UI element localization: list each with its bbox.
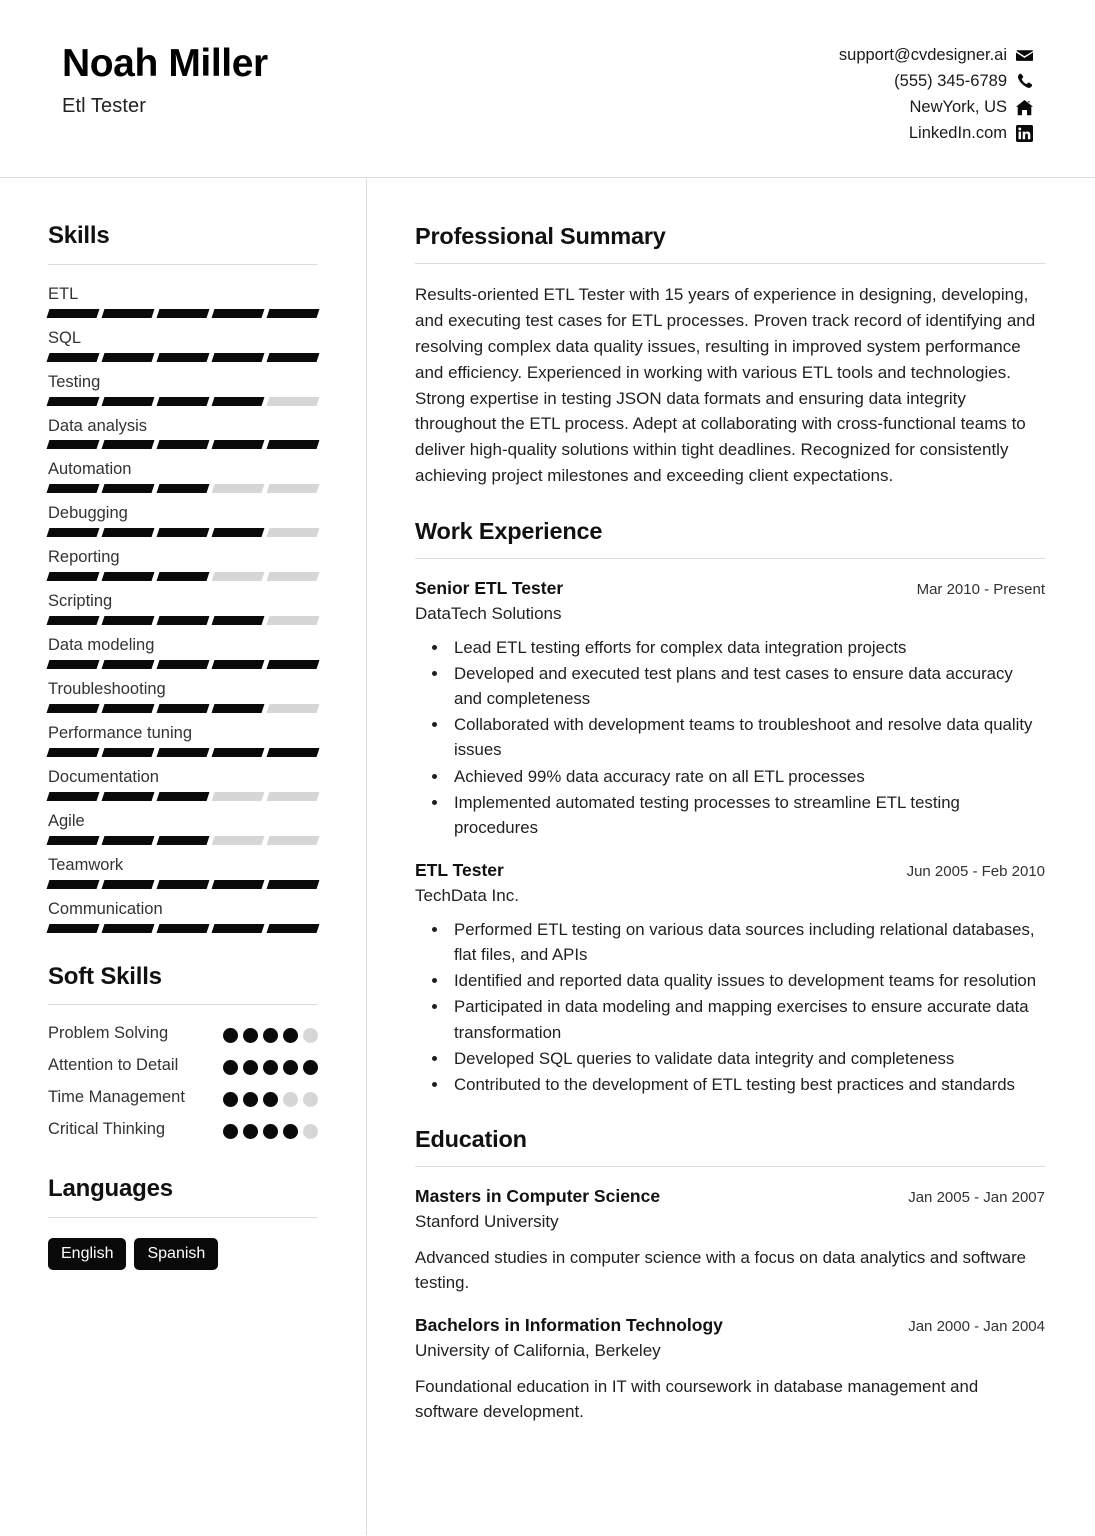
skill-level-segment: [267, 616, 320, 625]
experience-heading-rule: [415, 558, 1045, 559]
skill-level-segment: [102, 660, 155, 669]
skills-list: [48, 283, 318, 933]
skill-level-segment: [212, 880, 265, 889]
skill-label: Documentation: [48, 767, 159, 786]
skill-level-segment: [157, 660, 210, 669]
skill-level-segment: [47, 924, 100, 933]
skill-level-segment: [47, 309, 100, 318]
skill-level-segment: [157, 572, 210, 581]
skill-level-segment: [267, 748, 320, 757]
skill-level-segment: [157, 397, 210, 406]
skill-level-segment: [102, 704, 155, 713]
skill-row: [48, 766, 318, 801]
experience-organization: DataTech Solutions: [415, 603, 562, 623]
skill-level-bar: [48, 880, 318, 889]
soft-skill-label: Attention to Detail: [48, 1056, 179, 1075]
skill-level-segment: [47, 484, 100, 493]
contact-location: [909, 98, 1033, 117]
skill-level-segment: [47, 704, 100, 713]
skill-row: [48, 810, 318, 845]
rating-dot: [223, 1092, 238, 1107]
skill-level-bar: [48, 309, 318, 318]
skill-level-segment: [267, 353, 320, 362]
experience-bullet: • Participated in data modeling and mapping exercises to ensure accurate data transformation: [449, 994, 1045, 1044]
skills-heading: Skills: [48, 222, 110, 249]
experience-heading: Work Experience: [415, 517, 603, 544]
skill-level-bar: [48, 440, 318, 449]
phone-icon: [1016, 73, 1033, 90]
experience-bullet: • Implemented automated testing processes to streamline ETL testing procedures: [449, 790, 1045, 840]
skill-level-segment: [102, 792, 155, 801]
skill-level-segment: [267, 397, 320, 406]
skill-level-segment: [212, 616, 265, 625]
education-entry-header: [415, 1314, 1045, 1337]
skill-row: [48, 283, 318, 318]
skill-level-bar: [48, 836, 318, 845]
education-entry: [415, 1185, 1045, 1295]
skill-level-segment: [212, 704, 265, 713]
soft-skill-rating: [223, 1022, 318, 1043]
skill-level-segment: [47, 748, 100, 757]
education-degree: Bachelors in Information Technology: [415, 1315, 723, 1336]
skill-level-bar: [48, 660, 318, 669]
skill-level-segment: [47, 440, 100, 449]
skill-level-segment: [47, 572, 100, 581]
experience-section: [415, 517, 1045, 1097]
skill-row: [48, 898, 318, 933]
rating-dot: [223, 1124, 238, 1139]
skill-level-segment: [267, 484, 320, 493]
skill-level-bar: [48, 748, 318, 757]
skill-label: Scripting: [48, 592, 113, 611]
skill-level-segment: [102, 440, 155, 449]
rating-dot: [283, 1028, 298, 1043]
contact-email[interactable]: [839, 46, 1033, 65]
language-pill: Spanish: [134, 1238, 218, 1270]
skill-level-segment: [157, 616, 210, 625]
skill-level-segment: [47, 528, 100, 537]
skill-label: Teamwork: [48, 855, 124, 874]
rating-dot: [303, 1092, 318, 1107]
skill-row: [48, 590, 318, 625]
skill-level-segment: [267, 792, 320, 801]
soft-skill-row: [48, 1118, 318, 1142]
skill-row: [48, 327, 318, 362]
soft-skills-heading: Soft Skills: [48, 962, 162, 990]
skill-level-bar: [48, 484, 318, 493]
skill-level-segment: [267, 704, 320, 713]
rating-dot: [263, 1124, 278, 1139]
education-description: Foundational education in IT with coursework in database management and software development.: [415, 1377, 979, 1422]
skill-level-segment: [102, 616, 155, 625]
soft-skill-label: Critical Thinking: [48, 1120, 166, 1139]
skill-level-segment: [212, 792, 265, 801]
education-institution: Stanford University: [415, 1212, 559, 1232]
skill-level-segment: [267, 440, 320, 449]
experience-bullet: • Lead ETL testing efforts for complex data integration projects: [449, 635, 1045, 660]
skill-level-segment: [47, 792, 100, 801]
contact-linkedin[interactable]: [909, 124, 1033, 143]
education-description: Advanced studies in computer science with a focus on data analytics and software testing.: [415, 1248, 1026, 1293]
skill-level-segment: [47, 353, 100, 362]
skill-level-segment: [47, 836, 100, 845]
education-entry-header: [415, 1185, 1045, 1208]
skill-level-segment: [47, 616, 100, 625]
sidebar-column: [0, 178, 367, 1535]
skill-level-segment: [267, 572, 320, 581]
skill-level-segment: [157, 704, 210, 713]
skill-row: [48, 854, 318, 889]
main-column: [367, 178, 1095, 1535]
skill-level-segment: [157, 353, 210, 362]
soft-skill-row: [48, 1086, 318, 1110]
skill-row: [48, 502, 318, 537]
soft-skills-heading-rule: [48, 1004, 318, 1005]
skill-row: [48, 722, 318, 757]
skill-row: [48, 371, 318, 406]
skill-level-segment: [157, 748, 210, 757]
skill-row: [48, 546, 318, 581]
soft-skill-row: [48, 1022, 318, 1046]
skill-label: Performance tuning: [48, 724, 192, 743]
skill-level-bar: [48, 704, 318, 713]
envelope-icon: [1016, 47, 1033, 64]
experience-bullet: • Performed ETL testing on various data sources including relational databases, flat files, and APIs: [449, 917, 1045, 967]
experience-bullet-list: [415, 635, 1045, 841]
experience-bullet: • Contributed to the development of ETL testing best practices and standards: [449, 1072, 1045, 1097]
rating-dot: [283, 1060, 298, 1075]
skill-label: Data modeling: [48, 636, 155, 655]
skill-row: [48, 678, 318, 713]
skill-level-segment: [157, 528, 210, 537]
rating-dot: [243, 1028, 258, 1043]
experience-entry-header: [415, 859, 1045, 882]
skill-level-bar: [48, 616, 318, 625]
experience-bullet: • Collaborated with development teams to troubleshoot and resolve data quality issues: [449, 712, 1045, 762]
skill-level-segment: [102, 880, 155, 889]
skill-level-segment: [102, 397, 155, 406]
experience-organization: TechData Inc.: [415, 885, 519, 905]
skill-level-segment: [157, 484, 210, 493]
contact-phone[interactable]: [894, 72, 1033, 91]
resume-header: [0, 0, 1095, 178]
resume-body: [0, 178, 1095, 1535]
soft-skill-rating: [223, 1054, 318, 1075]
summary-heading-rule: [415, 263, 1045, 264]
skill-label: Automation: [48, 460, 132, 479]
skill-level-segment: [212, 924, 265, 933]
experience-dates: Mar 2010 - Present: [916, 581, 1045, 598]
contact-phone-text: (555) 345-6789: [894, 71, 1007, 90]
rating-dot: [243, 1060, 258, 1075]
skill-level-bar: [48, 572, 318, 581]
skill-level-segment: [157, 836, 210, 845]
skill-level-segment: [267, 309, 320, 318]
rating-dot: [263, 1092, 278, 1107]
skill-label: SQL: [48, 328, 82, 347]
skill-level-segment: [212, 836, 265, 845]
identity-block: [62, 38, 268, 118]
contact-list: [839, 38, 1033, 143]
experience-dates: Jun 2005 - Feb 2010: [906, 863, 1045, 881]
education-list: [415, 1185, 1045, 1424]
education-heading: Education: [415, 1126, 527, 1153]
skill-level-bar: [48, 792, 318, 801]
education-section: [415, 1125, 1045, 1424]
education-dates: Jan 2000 - Jan 2004: [908, 1318, 1045, 1336]
soft-skill-rating: [223, 1086, 318, 1107]
experience-entry: [415, 577, 1045, 840]
skill-level-segment: [102, 748, 155, 757]
skill-row: [48, 458, 318, 493]
skill-level-segment: [267, 660, 320, 669]
languages-heading: Languages: [48, 1175, 173, 1203]
experience-bullet: • Developed SQL queries to validate data integrity and completeness: [449, 1046, 1045, 1071]
linkedin-icon: [1016, 125, 1033, 142]
skill-label: Reporting: [48, 548, 120, 567]
experience-bullet-list: [415, 917, 1045, 1097]
rating-dot: [303, 1124, 318, 1139]
soft-skill-rating: [223, 1118, 318, 1139]
soft-skills-list: [48, 1022, 318, 1142]
experience-entry-header: [415, 577, 1045, 600]
contact-email-text: support@cvdesigner.ai: [838, 46, 1007, 64]
skill-level-bar: [48, 353, 318, 362]
education-institution: University of California, Berkeley: [415, 1341, 661, 1361]
rating-dot: [223, 1060, 238, 1075]
skill-level-segment: [212, 309, 265, 318]
rating-dot: [303, 1060, 318, 1075]
skill-level-segment: [267, 924, 320, 933]
experience-role: ETL Tester: [415, 860, 504, 881]
rating-dot: [243, 1092, 258, 1107]
languages-section: [48, 1175, 318, 1270]
skill-level-segment: [212, 440, 265, 449]
rating-dot: [283, 1124, 298, 1139]
skills-heading-rule: [48, 264, 318, 265]
skill-label: Communication: [48, 899, 163, 918]
summary-text: Results-oriented ETL Tester with 15 years of experience in designing, developing, and executing test cases for ETL processes. Proven track record of identifying and resolving complex data quality issues, resulting in improved system performance and efficiency. Experienced in working with various ETL tools and technologies. Strong expertise in testing JSON data formats and ensuring data integrity throughout the ETL process. Adept at collaborating with cross-functional teams to deliver high-quality solutions within tight deadlines. Recognized for consistently achieving project milestones and exceeding client expectations.: [415, 285, 1036, 485]
skill-label: Testing: [48, 372, 101, 391]
skill-level-segment: [157, 440, 210, 449]
rating-dot: [243, 1124, 258, 1139]
experience-entry: [415, 859, 1045, 1097]
skill-level-bar: [48, 924, 318, 933]
skill-level-segment: [47, 660, 100, 669]
education-degree: Masters in Computer Science: [415, 1186, 661, 1207]
skill-level-segment: [102, 836, 155, 845]
skill-level-segment: [212, 484, 265, 493]
summary-heading: Professional Summary: [415, 223, 666, 249]
experience-bullet: • Developed and executed test plans and test cases to ensure data accuracy and completeness: [449, 661, 1045, 711]
education-dates: Jan 2005 - Jan 2007: [908, 1189, 1045, 1207]
skill-level-segment: [212, 572, 265, 581]
skill-level-segment: [47, 397, 100, 406]
skill-level-segment: [212, 748, 265, 757]
candidate-job-title: Etl Tester: [62, 94, 146, 117]
skill-level-segment: [212, 528, 265, 537]
skill-level-segment: [267, 880, 320, 889]
skill-level-bar: [48, 397, 318, 406]
skill-level-segment: [212, 660, 265, 669]
rating-dot: [303, 1028, 318, 1043]
home-icon: [1016, 99, 1033, 116]
skill-level-segment: [102, 484, 155, 493]
summary-section: [415, 222, 1045, 489]
skill-level-segment: [267, 528, 320, 537]
skill-label: Troubleshooting: [48, 680, 166, 699]
experience-role: Senior ETL Tester: [415, 578, 564, 598]
skill-level-segment: [157, 309, 210, 318]
soft-skill-row: [48, 1054, 318, 1078]
rating-dot: [223, 1028, 238, 1043]
education-heading-rule: [415, 1166, 1045, 1167]
soft-skills-section: [48, 963, 318, 1143]
language-pill: English: [48, 1238, 126, 1270]
skill-level-segment: [102, 309, 155, 318]
experience-bullet: • Achieved 99% data accuracy rate on all ETL processes: [449, 764, 1045, 789]
skill-label: ETL: [48, 284, 79, 303]
skill-label: Agile: [48, 811, 85, 830]
soft-skill-label: Problem Solving: [48, 1024, 169, 1043]
skill-row: [48, 634, 318, 669]
rating-dot: [283, 1092, 298, 1107]
skill-level-segment: [102, 353, 155, 362]
skill-level-bar: [48, 528, 318, 537]
skill-level-segment: [157, 792, 210, 801]
soft-skill-label: Time Management: [48, 1088, 185, 1107]
skills-section: [48, 222, 318, 933]
skill-level-segment: [212, 397, 265, 406]
skill-level-segment: [102, 528, 155, 537]
contact-location-text: NewYork, US: [909, 97, 1007, 116]
experience-bullet: • Identified and reported data quality issues to development teams for resolution: [449, 968, 1045, 993]
skill-level-segment: [157, 924, 210, 933]
skill-label: Data analysis: [48, 416, 148, 435]
skill-level-segment: [47, 880, 100, 889]
skill-level-segment: [157, 880, 210, 889]
education-entry: [415, 1314, 1045, 1424]
skill-level-segment: [212, 353, 265, 362]
candidate-name: Noah Miller: [62, 42, 268, 85]
languages-heading-rule: [48, 1217, 318, 1218]
rating-dot: [263, 1060, 278, 1075]
experience-list: [415, 577, 1045, 1097]
skill-level-segment: [102, 924, 155, 933]
skill-level-segment: [102, 572, 155, 581]
skill-row: [48, 415, 318, 450]
contact-linkedin-text: LinkedIn.com: [908, 123, 1007, 142]
skill-label: Debugging: [48, 504, 128, 523]
languages-list: [48, 1238, 318, 1270]
rating-dot: [263, 1028, 278, 1043]
skill-level-segment: [267, 836, 320, 845]
